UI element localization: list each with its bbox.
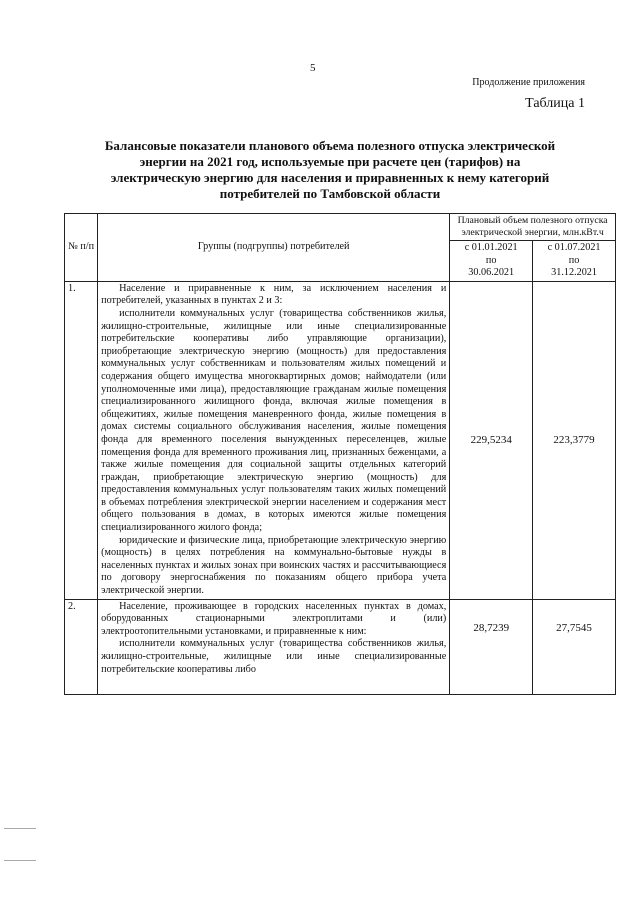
table-label: Таблица 1 [525, 96, 585, 111]
page-number: 5 [310, 62, 316, 74]
header-period-1 [450, 241, 533, 282]
row-value-period-2: 223,3779 [533, 281, 616, 599]
title-line: Балансовые показатели планового объема полезного отпуска электрической [104, 138, 556, 153]
row-number: 1. [65, 281, 98, 599]
row-value-period-1: 28,7239 [450, 599, 533, 694]
period-start: с 01.01.2021 [464, 242, 518, 253]
row-description [98, 599, 450, 694]
balance-table [64, 213, 616, 695]
header-group: Группы (подгруппы) потребителей [98, 214, 450, 282]
title-line: потребителей по Тамбовской области [219, 186, 441, 201]
row-paragraph: юридические и физические лица, приобретающие электрическую энергию (мощность) в целях потребления на коммунально-бытовые нужды в населенных пунктах и жилых зонах при воинских частях и рассчитывающиеся по договору энергоснабжения по показаниям общего прибора учета электрической энергии. [101, 534, 447, 597]
header-volume: Плановый объем полезного отпуска электрической энергии, млн.кВт.ч [450, 214, 616, 241]
row-paragraph: Население, проживающее в городских населенных пунктах в домах, оборудованных стационарными электроплитами и (или) электроотопительными установками, и приравненные к ним: [101, 600, 447, 637]
row-paragraph: исполнители коммунальных услуг (товарищества собственников жилья, жилищно-строительные, жилищные или иные специализированные потребительские кооперативы либо [101, 638, 447, 675]
period-start: с 01.07.2021 [547, 242, 601, 253]
period-end: 30.06.2021 [468, 267, 515, 279]
row-value-period-1: 229,5234 [450, 281, 533, 599]
scan-edge-mark [4, 860, 36, 861]
row-paragraph: исполнители коммунальных услуг (товарищества собственников жилья, жилищно-строительные, жилищные или иные специализированные потребительские кооперативы либо управляющие организации), приобретающие электрическую энергию (мощность) для предоставления коммунальных услуг собственникам и пользователям жилых помещений и содержания общего имущества многоквартирных домов; наймодатели (или уполномоченные ими лица), предоставляющие гражданам жилые помещения специализированного жилищного фонда, включая жилые помещения в общежитиях, жилые помещения маневренного фонда, жилые помещения в домах системы социального обслуживания населения, жилые помещения фонда для временного поселения вынужденных переселенцев, жилые помещения фонда для временного проживания лиц, признанных беженцами, а также жилые помещения для социальной защиты отдельных категорий граждан, приобретающие электрическую энергию (мощность) для предоставления коммунальных услуг пользователям таких жилых помещений в объемах потребления электрической энергии населением и содержания мест общего пользования в домах, в которых имеются жилые помещения специализированного жилого фонда; [101, 307, 447, 534]
header-num: № п/п [65, 214, 98, 282]
row-number: 2. [65, 599, 98, 694]
title-line: энергии на 2021 год, используемые при расчете цен (тарифов) на [139, 154, 521, 169]
period-to: по [485, 254, 497, 266]
document-title [70, 138, 590, 202]
row-description [98, 281, 450, 599]
period-end: 31.12.2021 [551, 267, 597, 279]
table-row [65, 599, 616, 694]
period-to: по [568, 254, 580, 266]
scan-edge-mark [4, 828, 36, 829]
continuation-note: Продолжение приложения [472, 77, 585, 88]
row-value-period-2: 27,7545 [533, 599, 616, 694]
row-paragraph: Население и приравненные к ним, за исключением населения и потребителей, указанных в пунктах 2 и 3: [101, 282, 447, 307]
title-line: электрическую энергию для населения и приравненных к нему категорий [110, 170, 550, 185]
row-description-clip [101, 601, 446, 693]
table-header-row [65, 214, 616, 241]
table-row [65, 281, 616, 599]
header-period-2 [533, 241, 616, 282]
